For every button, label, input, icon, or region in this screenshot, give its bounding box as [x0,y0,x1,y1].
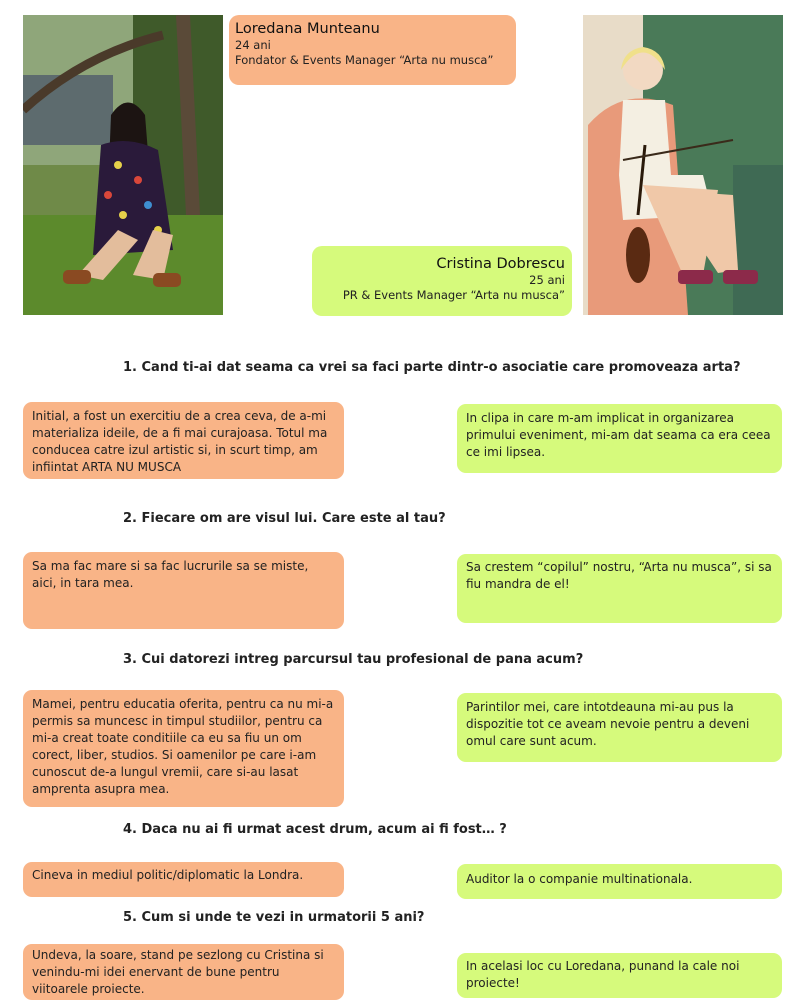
answer-loredana-1: Initial, a fost un exercitiu de a crea ceva, de a-mi materializa ideile, de a fi mai curajoasa. Totul ma conducea catre izul artistic si, in scurt timp, am infiintat ARTA NU MUSCA [23,402,344,479]
profile-name: Cristina Dobrescu [436,256,565,272]
profile-role: PR & Events Manager “Arta nu musca” [342,288,565,302]
question-5: 5. Cum si unde te vezi in urmatorii 5 ani? [123,910,425,925]
answer-loredana-3: Mamei, pentru educatia oferita, pentru ca nu mi-a permis sa muncesc in timpul studiilor, pentru ca mi-a creat toate conditiile ca eu sa fiu un om corect, liber, studios. Si oamenilor pe care i-am cunoscut de-a lungul vremii, care si-au lasat amprenta asupra mea. [23,690,344,807]
profile-card-loredana [229,15,516,85]
photo-cristina [583,15,783,315]
answer-cristina-3: Parintilor mei, care intotdeauna mi-au pus la dispozitie tot ce aveam nevoie pentru a deveni omul care sunt acum. [457,693,782,762]
profile-role: Fondator & Events Manager “Arta nu musca” [235,53,494,67]
profile-age: 24 ani [235,38,271,52]
answer-cristina-4: Auditor la o companie multinationala. [457,864,782,899]
question-3: 3. Cui datorezi intreg parcursul tau profesional de pana acum? [123,652,584,667]
answer-loredana-2: Sa ma fac mare si sa fac lucrurile sa se miste, aici, in tara mea. [23,552,344,629]
profile-card-cristina [312,246,572,316]
answer-cristina-2: Sa crestem “copilul” nostru, “Arta nu musca”, si sa fiu mandra de el! [457,554,782,623]
question-1: 1. Cand ti-ai dat seama ca vrei sa faci parte dintr-o asociatie care promoveaza arta? [123,360,741,375]
answer-cristina-5: In acelasi loc cu Loredana, punand la cale noi proiecte! [457,953,782,998]
answer-loredana-5: Undeva, la soare, stand pe sezlong cu Cristina si venindu-mi idei enervant de bune pentru viitoarele proiecte. [23,944,344,1000]
answer-cristina-1: In clipa in care m-am implicat in organizarea primului eveniment, mi-am dat seama ca era ceea ce imi lipsea. [457,404,782,473]
photo-loredana [23,15,223,315]
question-2: 2. Fiecare om are visul lui. Care este al tau? [123,511,446,526]
question-4: 4. Daca nu ai fi urmat acest drum, acum ai fi fost… ? [123,822,507,837]
profile-name: Loredana Munteanu [235,21,380,37]
answer-loredana-4: Cineva in mediul politic/diplomatic la Londra. [23,862,344,897]
profile-age: 25 ani [529,273,565,287]
